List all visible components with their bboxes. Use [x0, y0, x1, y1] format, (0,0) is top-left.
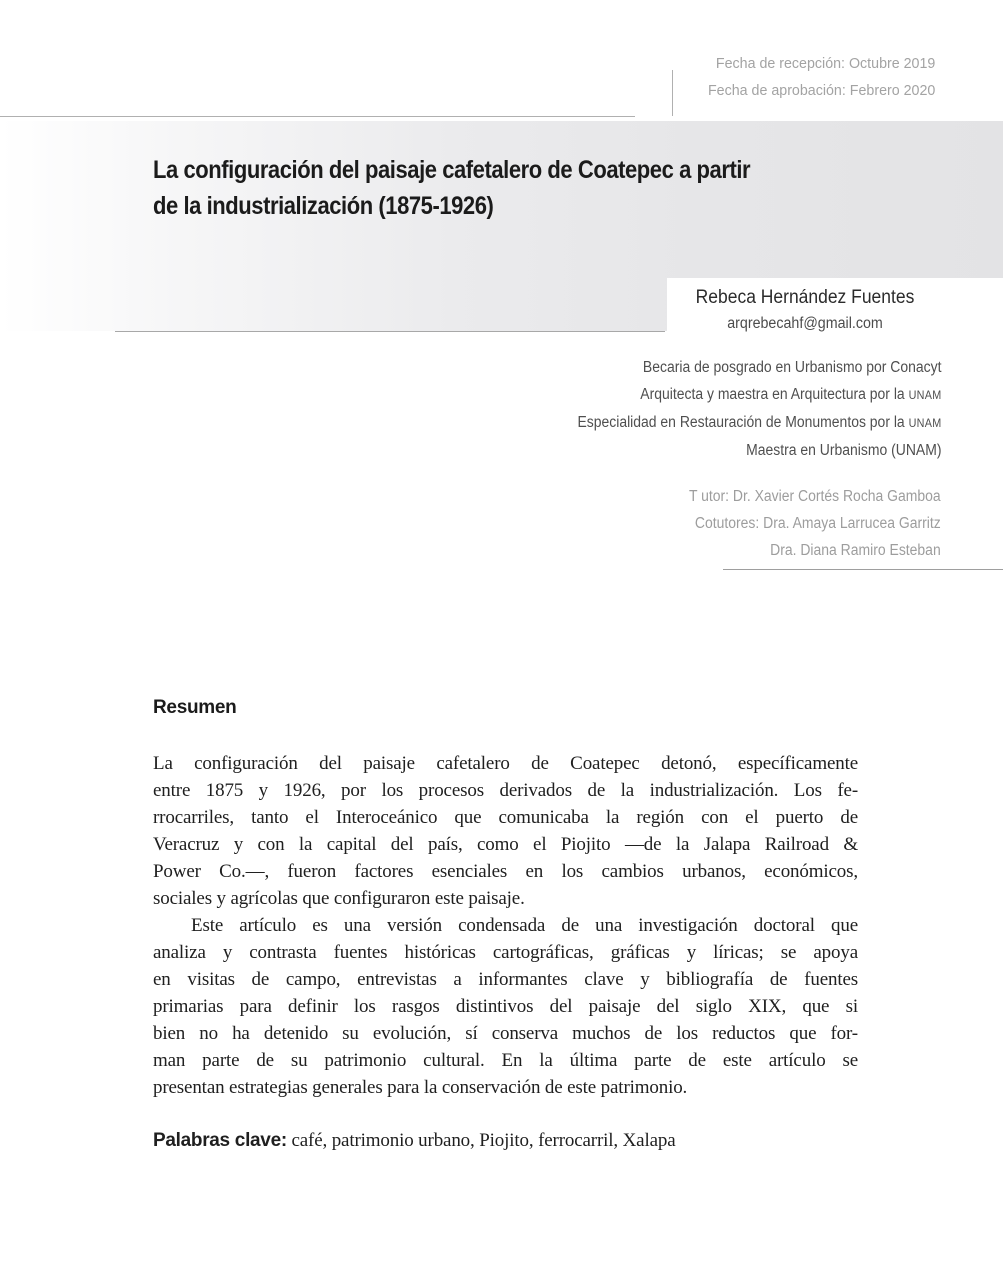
article-title-line2: de la industrialización (1875-1926): [153, 192, 494, 220]
approval-date: Fecha de aprobación: Febrero 2020: [707, 82, 935, 99]
keywords-text: café, patrimonio urbano, Piojito, ferrocarril, Xalapa: [286, 1130, 676, 1151]
header-horizontal-rule: [0, 116, 635, 117]
credential-line: Arquitecta y maestra en Arquitectura por la UNAM: [639, 386, 941, 403]
abstract-line: Este artículo es una versión condensada de una investigación doctoral que: [191, 915, 858, 936]
abstract-body: [153, 750, 858, 1101]
tutors-block: [689, 483, 941, 564]
author-inner: [678, 278, 932, 336]
abstract-line: Veracruz y con la capital del país, como el Piojito —de la Jalapa Railroad &: [153, 834, 858, 855]
band-bottom-rule: [115, 331, 665, 332]
tutor-line: Dra. Diana Ramiro Esteban: [770, 542, 941, 559]
author-box: [667, 278, 1003, 334]
tutor-line: T utor: Dr. Xavier Cortés Rocha Gamboa: [689, 488, 941, 505]
author-credentials: [577, 354, 941, 464]
author-name: Rebeca Hernández Fuentes: [695, 287, 915, 308]
author-email: arqrebecahf@gmail.com: [727, 315, 883, 332]
credential-line: Maestra en Urbanismo (UNAM): [745, 442, 941, 459]
abstract-line: presentan estrategias generales para la conservación de este patrimonio.: [153, 1077, 688, 1098]
unam-smallcaps: UNAM: [908, 388, 941, 402]
abstract-line: sociales y agrícolas que configuraron este paisaje.: [153, 888, 525, 909]
article-title-line1: La configuración del paisaje cafetalero de Coatepec a partir: [153, 156, 751, 184]
abstract-line: analiza y contrasta fuentes históricas cartográficas, gráficas y líricas; se apoya: [153, 942, 858, 963]
reception-date: Fecha de recepción: Octubre 2019: [715, 55, 935, 72]
article-title: [153, 152, 750, 224]
abstract-line: Power Co.—, fueron factores esenciales en los cambios urbanos, económicos,: [153, 861, 858, 882]
abstract-line: rrocarriles, tanto el Interoceánico que comunicaba la región con el puerto de: [153, 807, 858, 828]
abstract-line: entre 1875 y 1926, por los procesos derivados de la industrialización. Los fe-: [153, 780, 858, 801]
keywords-line: [153, 1127, 913, 1154]
abstract-line: en visitas de campo, entrevistas a informantes clave y bibliografía de fuentes: [153, 969, 858, 990]
unam-smallcaps: UNAM: [908, 416, 941, 430]
credential-line: Especialidad en Restauración de Monumentos por la UNAM: [576, 414, 941, 431]
abstract-line: man parte de su patrimonio cultural. En la última parte de este artículo se: [153, 1050, 858, 1071]
abstract-line: primarias para definir los rasgos distintivos del paisaje del siglo XIX, que si: [153, 996, 858, 1017]
dates-block: [708, 50, 935, 104]
keywords-label: Palabras clave:: [153, 1130, 287, 1151]
tutors-bottom-rule: [723, 569, 1003, 570]
credential-line: Becaria de posgrado en Urbanismo por Conacyt: [642, 359, 941, 376]
header-vertical-rule: [672, 70, 673, 116]
abstract-heading: Resumen: [153, 697, 237, 718]
abstract-line: bien no ha detenido su evolución, sí conserva muchos de los reductos que for-: [153, 1023, 858, 1044]
abstract-line: La configuración del paisaje cafetalero de Coatepec detonó, específicamente: [153, 753, 858, 774]
tutor-line: Cotutores: Dra. Amaya Larrucea Garritz: [695, 515, 941, 532]
